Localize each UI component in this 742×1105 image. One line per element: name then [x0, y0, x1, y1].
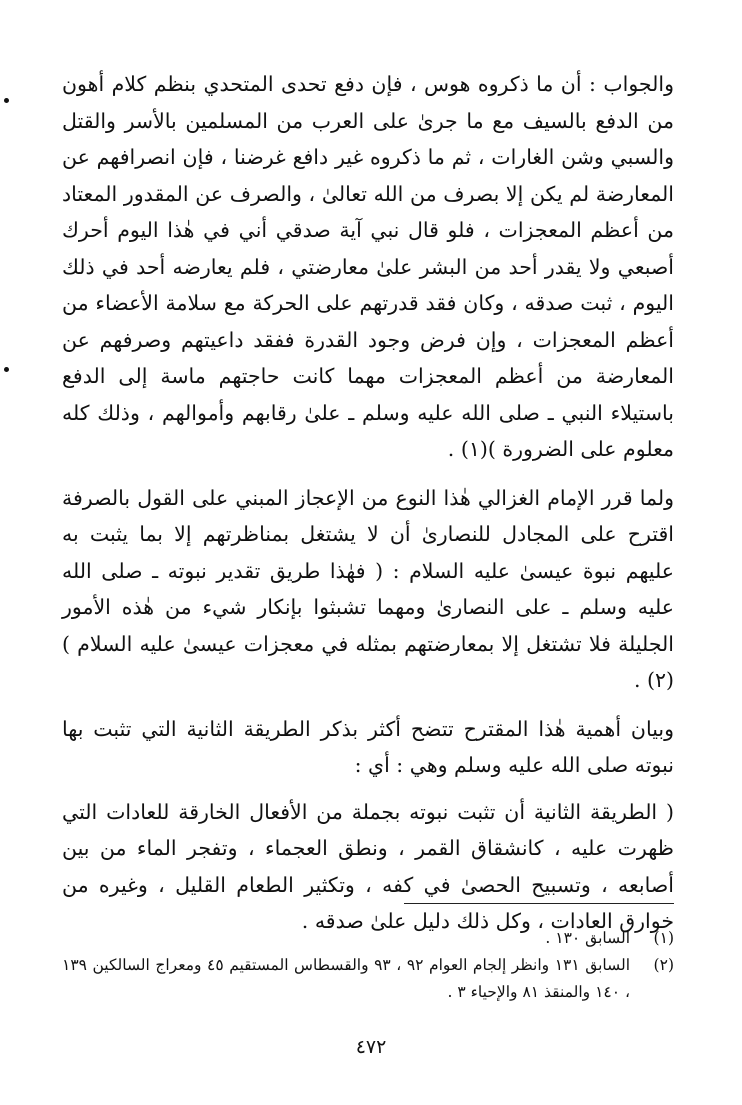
- page-number: ٤٧٢: [355, 1036, 387, 1058]
- main-text: [62, 66, 674, 940]
- footnote-separator: [404, 903, 674, 904]
- paragraph: ولما قرر الإمام الغزالي هٰذا النوع من الإعجاز المبني على القول بالصرفة اقترح على المجادل للنصارىٰ أن لا يشتغل بمناظرتهم إلا بما يثبت به عليهم نبوة عيسىٰ عليه السلام : ( فهٰذا طريق تقدير نبوته ـ صلى الله عليه وسلم ـ على النصارىٰ ومهما تشبثوا بإنكار شيء من هٰذه الأمور الجليلة فلا تشتغل إلا بمعارضتهم بمثله في معجزات عيسىٰ عليه السلام )(٢) .: [62, 485, 674, 692]
- margin-dot: [4, 98, 9, 103]
- footnote: [62, 925, 674, 952]
- footnotes: [62, 925, 674, 1006]
- paragraph: والجواب : أن ما ذكروه هوس ، فإن دفع تحدى المتحدي بنظم كلام أهون من الدفع بالسيف مع ما جرىٰ على العرب من المسلمين بالأسر والقتل والسبي وشن الغارات ، ثم ما ذكروه غير دافع غرضنا ، فإن انصرافهم عن المعارضة لم يكن إلا بصرف من الله تعالىٰ ، والصرف عن المقدور المعتاد من أعظم المعجزات ، فلو قال نبي آية صدقي أني في هٰذا اليوم أحرك أصبعي ولا يقدر أحد من البشر علىٰ معارضتي ، فلم يعارضه أحد في ذلك اليوم ، ثبت صدقه ، وكان فقد قدرتهم على الحركة مع سلامة الأعضاء من أعظم المعجزات ، وإن فرض وجود القدرة ففقد داعيتهم وصرفهم عن المعارضة من أعظم المعجزات مهما كانت حاجتهم ماسة إلى الدفع باستيلاء النبي ـ صلى الله عليه وسلم ـ علىٰ رقابهم وأموالهم ، وذلك كله معلوم على الضرورة )(١) .: [62, 72, 675, 461]
- footnote-text: السابق ١٣١ وانظر إلجام العوام ٩٢ ، ٩٣ والقسطاس المستقيم ٤٥ ومعراج السالكين ١٣٩ ، ١٤٠ والمنقذ ٨١ والإحياء ٣ .: [62, 956, 631, 1001]
- footnote: [62, 952, 674, 1006]
- paragraph: ( الطريقة الثانية أن تثبت نبوته بجملة من الأفعال الخارقة للعادات التي ظهرت عليه ، كانشقاق القمر ، ونطق العجماء ، وتفجر الماء من بين أصابعه ، وتسبيح الحصىٰ في كفه ، وتكثير الطعام القليل ، وغيره من خوارق العادات ، وكل ذلك دليل علىٰ صدقه .: [62, 799, 674, 933]
- footnote-text: السابق ١٣٠ .: [545, 929, 630, 947]
- margin-dot: [4, 367, 9, 372]
- footnote-number: (١): [653, 929, 674, 947]
- paragraph: وبيان أهمية هٰذا المقترح تتضح أكثر بذكر الطريقة الثانية التي تثبت بها نبوته صلى الله عليه وسلم وهي : أي :: [62, 716, 674, 777]
- footnote-number: (٢): [653, 956, 674, 974]
